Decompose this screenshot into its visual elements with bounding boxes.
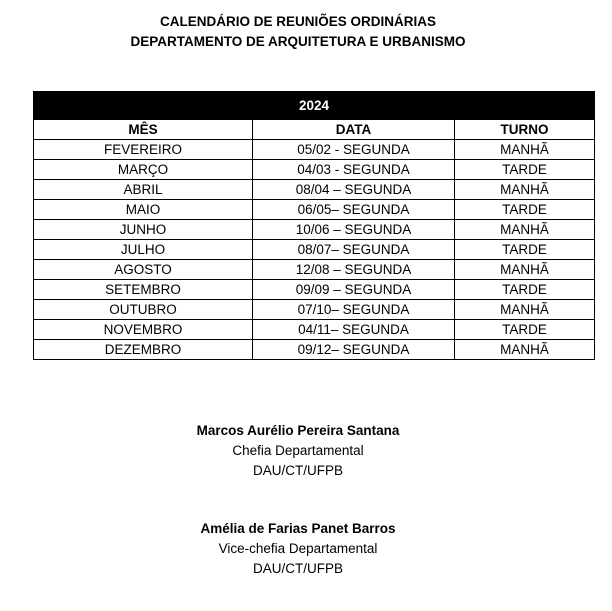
- column-header-shift: TURNO: [455, 120, 595, 140]
- cell-date: 12/08 – SEGUNDA: [253, 260, 455, 280]
- cell-shift: MANHÃ: [455, 340, 595, 360]
- table-row: [34, 160, 595, 180]
- cell-month: ABRIL: [34, 180, 253, 200]
- cell-date: 05/02 - SEGUNDA: [253, 140, 455, 160]
- cell-shift: MANHÃ: [455, 180, 595, 200]
- column-header-row: [34, 120, 595, 140]
- signatory-role: Chefia Departamental: [232, 443, 364, 458]
- cell-date: 07/10– SEGUNDA: [253, 300, 455, 320]
- cell-month: DEZEMBRO: [34, 340, 253, 360]
- signatory-name: Marcos Aurélio Pereira Santana: [196, 423, 400, 438]
- cell-shift: TARDE: [455, 280, 595, 300]
- calendar-rows: [34, 140, 595, 360]
- cell-month: OUTUBRO: [34, 300, 253, 320]
- signature-block-chief: [0, 421, 596, 481]
- table-row: [34, 200, 595, 220]
- cell-shift: TARDE: [455, 200, 595, 220]
- signatory-role: Vice-chefia Departamental: [218, 541, 378, 556]
- signature-block-vice-chief: [0, 519, 596, 579]
- table-row: [34, 260, 595, 280]
- cell-shift: MANHÃ: [455, 220, 595, 240]
- cell-date: 06/05– SEGUNDA: [253, 200, 455, 220]
- cell-month: MARÇO: [34, 160, 253, 180]
- cell-month: FEVEREIRO: [34, 140, 253, 160]
- cell-shift: TARDE: [455, 320, 595, 340]
- signatory-unit: DAU/CT/UFPB: [252, 561, 343, 576]
- cell-shift: TARDE: [455, 160, 595, 180]
- signatory-unit: DAU/CT/UFPB: [252, 463, 343, 478]
- department-title: DEPARTAMENTO DE ARQUITETURA E URBANISMO: [130, 34, 466, 49]
- table-row: [34, 320, 595, 340]
- table-row: [34, 180, 595, 200]
- table-row: [34, 300, 595, 320]
- column-header-date: DATA: [253, 120, 455, 140]
- cell-shift: TARDE: [455, 240, 595, 260]
- document-title: CALENDÁRIO DE REUNIÕES ORDINÁRIAS: [159, 14, 437, 29]
- table-row: [34, 140, 595, 160]
- cell-date: 04/11– SEGUNDA: [253, 320, 455, 340]
- cell-date: 09/09 – SEGUNDA: [253, 280, 455, 300]
- year-header: 2024: [34, 92, 595, 120]
- column-header-month: MÊS: [34, 120, 253, 140]
- meeting-calendar-table: [33, 91, 595, 360]
- cell-date: 09/12– SEGUNDA: [253, 340, 455, 360]
- signatory-name: Amélia de Farias Panet Barros: [200, 521, 396, 536]
- table-row: [34, 340, 595, 360]
- cell-month: AGOSTO: [34, 260, 253, 280]
- cell-month: SETEMBRO: [34, 280, 253, 300]
- cell-shift: MANHÃ: [455, 260, 595, 280]
- cell-date: 08/04 – SEGUNDA: [253, 180, 455, 200]
- cell-date: 04/03 - SEGUNDA: [253, 160, 455, 180]
- table-row: [34, 280, 595, 300]
- cell-date: 10/06 – SEGUNDA: [253, 220, 455, 240]
- cell-month: JUNHO: [34, 220, 253, 240]
- table-row: [34, 240, 595, 260]
- cell-month: NOVEMBRO: [34, 320, 253, 340]
- cell-month: JULHO: [34, 240, 253, 260]
- year-header-row: [34, 92, 595, 120]
- cell-date: 08/07– SEGUNDA: [253, 240, 455, 260]
- cell-shift: MANHÃ: [455, 300, 595, 320]
- table-row: [34, 220, 595, 240]
- cell-shift: MANHÃ: [455, 140, 595, 160]
- cell-month: MAIO: [34, 200, 253, 220]
